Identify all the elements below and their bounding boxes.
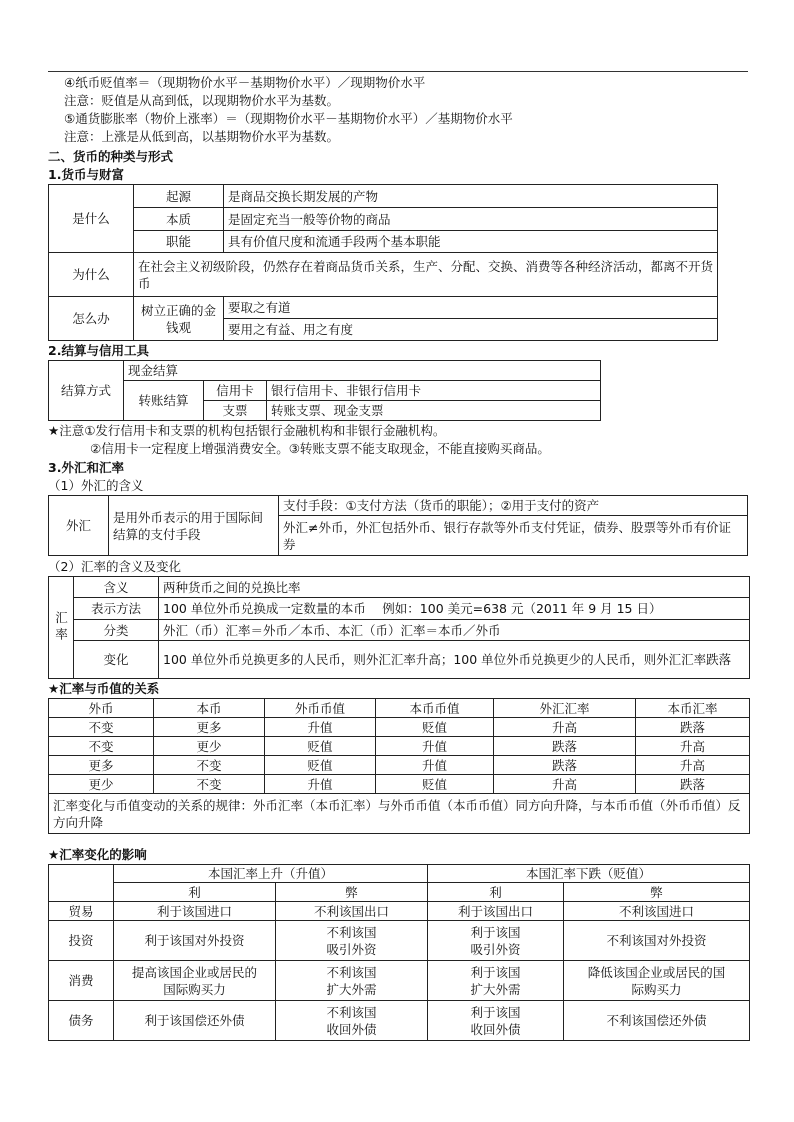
table-row bbox=[49, 961, 750, 1001]
header-down-con: 弊 bbox=[564, 883, 750, 902]
table-cell: 升值 bbox=[265, 718, 376, 737]
cell-function-value: 具有价值尺度和流通手段两个基本职能 bbox=[224, 231, 718, 253]
rate-meaning-value: 两种货币之间的兑换比率 bbox=[159, 577, 750, 598]
rate-value-rule: 汇率变化与币值变动的关系的规律：外币汇率（本币汇率）与外币币值（本币币值）同方向升降，与本币币值（外币币值）反方向升降 bbox=[49, 794, 750, 834]
table-cell: 贬值 bbox=[376, 718, 494, 737]
note-inflation: 注意：上涨是从低到高，以基期物价水平为基数。 bbox=[64, 129, 340, 144]
transfer-settlement: 转账结算 bbox=[124, 381, 204, 421]
rate-type-value: 外汇（币）汇率＝外币／本币、本汇（币）汇率＝本币／外币 bbox=[159, 620, 750, 641]
table-cell: 不利该国 吸引外资 bbox=[276, 921, 428, 961]
forex-label: 外汇 bbox=[49, 496, 109, 556]
table-row bbox=[49, 775, 750, 794]
header-foreign-rate: 外汇汇率 bbox=[494, 699, 636, 718]
settlement-method-label: 结算方式 bbox=[49, 361, 124, 421]
table-row bbox=[49, 737, 750, 756]
table-cell: 不利该国偿还外债 bbox=[564, 1001, 750, 1041]
table-cell: 利于该国进口 bbox=[114, 902, 276, 921]
row-label-why: 为什么 bbox=[49, 253, 134, 297]
cell-how-2: 要用之有益、用之有度 bbox=[224, 319, 718, 341]
table-cell: 升高 bbox=[494, 718, 636, 737]
cheque-label: 支票 bbox=[204, 401, 267, 421]
rate-value-table bbox=[48, 698, 750, 834]
cell-why-value: 在社会主义初级阶段，仍然存在着商品货币关系，生产、分配、交换、消费等各种经济活动，都离不开货币 bbox=[134, 253, 718, 297]
rate-change-value: 100 单位外币兑换更多的人民币，则外汇汇率升高；100 单位外币兑换更少的人民币，则外汇汇率跌落 bbox=[159, 641, 750, 679]
table-row bbox=[49, 902, 750, 921]
table-cell: 升值 bbox=[376, 756, 494, 775]
header-foreign-value: 外币币值 bbox=[265, 699, 376, 718]
table-row bbox=[49, 1001, 750, 1041]
forex-definition: 是用外币表示的用于国际间结算的支付手段 bbox=[109, 496, 279, 556]
credit-card-label: 信用卡 bbox=[204, 381, 267, 401]
cell-essence-key: 本质 bbox=[134, 208, 224, 231]
header-foreign-currency: 外币 bbox=[49, 699, 154, 718]
table-cell: 升值 bbox=[265, 775, 376, 794]
table-cell: 利于该国 扩大外需 bbox=[428, 961, 564, 1001]
table-cell: 贬值 bbox=[265, 756, 376, 775]
impact-consumption-label: 消费 bbox=[49, 961, 114, 1001]
forex-vs-currency: 外汇≠外币，外汇包括外币、银行存款等外币支付凭证，债券、股票等外币有价证券 bbox=[279, 516, 748, 556]
table-cell: 贬值 bbox=[376, 775, 494, 794]
table-cell: 不利该国 收回外债 bbox=[276, 1001, 428, 1041]
table-cell: 升高 bbox=[636, 737, 750, 756]
settlement-table bbox=[48, 360, 601, 421]
formula-inflation: ⑤通货膨胀率（物价上涨率）＝（现期物价水平－基期物价水平）／基期物价水平 bbox=[64, 111, 513, 126]
rate-change-key: 变化 bbox=[74, 641, 159, 679]
table-cell: 更多 bbox=[49, 756, 154, 775]
table-row bbox=[49, 718, 750, 737]
table-cell: 升值 bbox=[376, 737, 494, 756]
table-cell: 利于该国偿还外债 bbox=[114, 1001, 276, 1041]
cell-how-1: 要取之有道 bbox=[224, 297, 718, 319]
cell-money-view: 树立正确的金钱观 bbox=[134, 297, 224, 341]
rate-type-key: 分类 bbox=[74, 620, 159, 641]
subheading-forex-meaning: （1）外汇的含义 bbox=[48, 478, 144, 493]
table-cell: 不利该国出口 bbox=[276, 902, 428, 921]
table-cell: 利于该国 收回外债 bbox=[428, 1001, 564, 1041]
settlement-note-2: ②信用卡一定程度上增强消费安全。③转账支票不能支取现金，不能直接购买商品。 bbox=[90, 441, 550, 456]
rate-impact-table bbox=[48, 864, 750, 1041]
impact-corner-cell bbox=[49, 865, 114, 902]
cash-settlement: 现金结算 bbox=[124, 361, 601, 381]
table-cell: 降低该国企业或居民的国 际购买力 bbox=[564, 961, 750, 1001]
subheading-rate-value-relation: ★汇率与币值的关系 bbox=[48, 681, 160, 696]
table-cell: 跌落 bbox=[636, 775, 750, 794]
credit-card-types: 银行信用卡、非银行信用卡 bbox=[267, 381, 601, 401]
header-down-pro: 利 bbox=[428, 883, 564, 902]
cell-function-key: 职能 bbox=[134, 231, 224, 253]
table-cell: 利于该国 吸引外资 bbox=[428, 921, 564, 961]
exchange-rate-table bbox=[48, 576, 750, 679]
header-up-con: 弊 bbox=[276, 883, 428, 902]
table-cell: 不变 bbox=[154, 756, 265, 775]
table-cell: 跌落 bbox=[494, 737, 636, 756]
cell-essence-value: 是固定充当一般等价物的商品 bbox=[224, 208, 718, 231]
table-cell: 更多 bbox=[154, 718, 265, 737]
cell-origin-key: 起源 bbox=[134, 185, 224, 208]
header-depreciation: 本国汇率下跌（贬值） bbox=[428, 865, 750, 883]
cheque-types: 转账支票、现金支票 bbox=[267, 401, 601, 421]
table-cell: 利于该国对外投资 bbox=[114, 921, 276, 961]
impact-trade-label: 贸易 bbox=[49, 902, 114, 921]
subheading-settlement: 2.结算与信用工具 bbox=[48, 343, 149, 358]
header-appreciation: 本国汇率上升（升值） bbox=[114, 865, 428, 883]
table-cell: 跌落 bbox=[636, 718, 750, 737]
impact-investment-label: 投资 bbox=[49, 921, 114, 961]
table-cell: 不利该国进口 bbox=[564, 902, 750, 921]
table-cell: 不变 bbox=[49, 737, 154, 756]
header-domestic-currency: 本币 bbox=[154, 699, 265, 718]
cell-origin-value: 是商品交换长期发展的产物 bbox=[224, 185, 718, 208]
rate-expression-value: 100 单位外币兑换成一定数量的本币 例如：100 美元=638 元（2011 年 9 月 15 日） bbox=[159, 598, 750, 620]
forex-meaning-table bbox=[48, 495, 748, 556]
exchange-rate-label: 汇率 bbox=[49, 577, 74, 679]
table-cell: 贬值 bbox=[265, 737, 376, 756]
subheading-rate-meaning: （2）汇率的含义及变化 bbox=[48, 559, 181, 574]
header-up-pro: 利 bbox=[114, 883, 276, 902]
table-row bbox=[49, 756, 750, 775]
row-label-how: 怎么办 bbox=[49, 297, 134, 341]
row-label-what: 是什么 bbox=[49, 185, 134, 253]
table-cell: 不利该国 扩大外需 bbox=[276, 961, 428, 1001]
table-cell: 不变 bbox=[49, 718, 154, 737]
impact-debt-label: 债务 bbox=[49, 1001, 114, 1041]
table-row bbox=[49, 921, 750, 961]
table-cell: 提高该国企业或居民的 国际购买力 bbox=[114, 961, 276, 1001]
rate-expression-key: 表示方法 bbox=[74, 598, 159, 620]
section-heading-2: 二、货币的种类与形式 bbox=[48, 149, 174, 164]
table-cell: 升高 bbox=[494, 775, 636, 794]
note-depreciation: 注意：贬值是从高到低，以现期物价水平为基数。 bbox=[64, 93, 340, 108]
header-rule bbox=[48, 71, 748, 72]
settlement-note-1: ★注意①发行信用卡和支票的机构包括银行金融机构和非银行金融机构。 bbox=[48, 423, 446, 438]
subheading-money-wealth: 1.货币与财富 bbox=[48, 167, 124, 182]
rate-meaning-key: 含义 bbox=[74, 577, 159, 598]
table-cell: 更少 bbox=[49, 775, 154, 794]
subheading-forex: 3.外汇和汇率 bbox=[48, 460, 124, 475]
table-cell: 跌落 bbox=[494, 756, 636, 775]
subheading-rate-impact: ★汇率变化的影响 bbox=[48, 847, 147, 862]
table-cell: 不利该国对外投资 bbox=[564, 921, 750, 961]
table-cell: 利于该国出口 bbox=[428, 902, 564, 921]
header-domestic-value: 本币币值 bbox=[376, 699, 494, 718]
formula-depreciation: ④纸币贬值率＝（现期物价水平－基期物价水平）／现期物价水平 bbox=[64, 75, 426, 90]
table-cell: 不变 bbox=[154, 775, 265, 794]
money-wealth-table bbox=[48, 184, 718, 341]
table-cell: 更少 bbox=[154, 737, 265, 756]
header-domestic-rate: 本币汇率 bbox=[636, 699, 750, 718]
table-cell: 升高 bbox=[636, 756, 750, 775]
forex-payment-means: 支付手段：①支付方法（货币的职能）；②用于支付的资产 bbox=[279, 496, 748, 516]
